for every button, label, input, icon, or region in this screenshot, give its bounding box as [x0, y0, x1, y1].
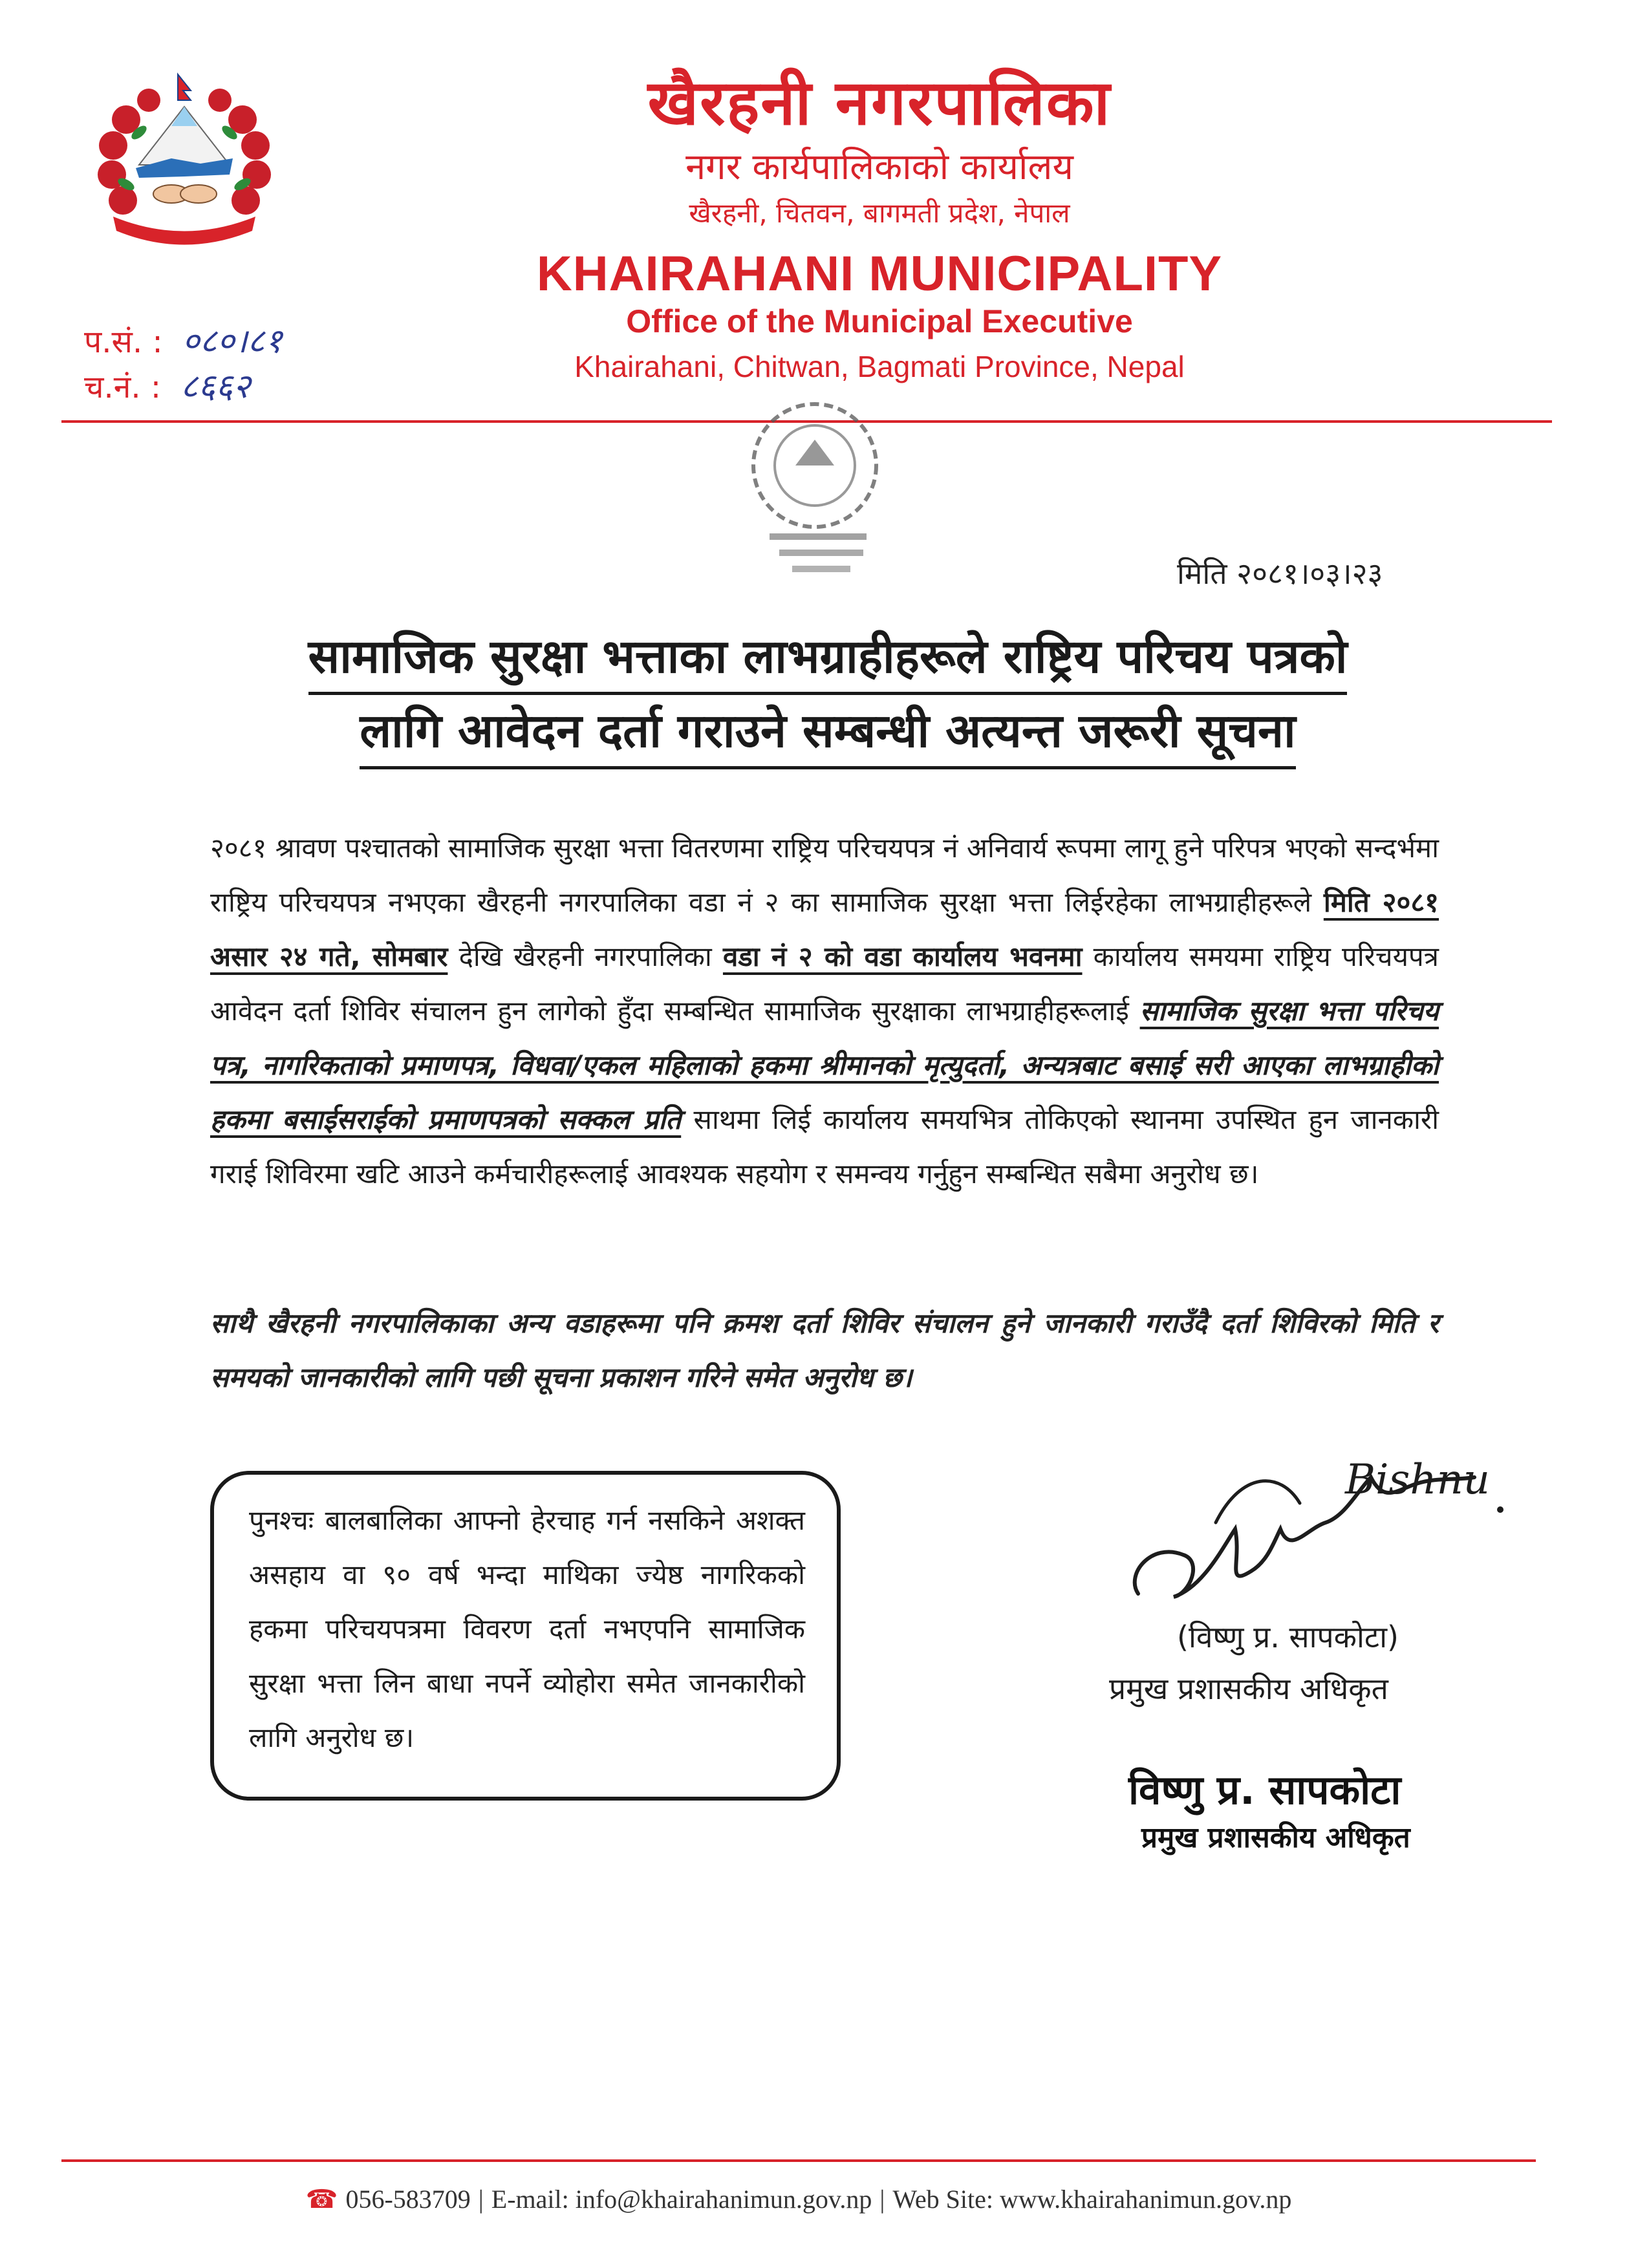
reference-ps-label: प.सं. :	[84, 324, 163, 360]
signer-stamp-name: विष्णु प्र. सापकोटा	[1128, 1766, 1401, 1813]
address-nepali: खैरहनी, चितवन, बागमती प्रदेश, नेपाल	[689, 197, 1070, 229]
camp-location: वडा नं २ को वडा कार्यालय भवनमा	[722, 941, 1083, 972]
postscript-text: पुनश्चः बालबालिका आफ्नो हेरचाह गर्न नसकिने अशक्त असहाय वा ९० वर्ष भन्दा माथिका ज्येष्ठ नागरिकको हकमा परिचयपत्रमा विवरण दर्ता नभएपनि सामाजिक सुरक्षा भत्ता लिन बाधा नपर्ने व्योहोरा समेत जानकारीको लागि अनुरोध छ।	[249, 1504, 805, 1753]
footer-separator: |	[478, 2185, 484, 2214]
footer-divider	[61, 2159, 1536, 2162]
address-english: Khairahani, Chitwan, Bagmati Province, Nepal	[574, 350, 1185, 383]
reference-ps	[84, 317, 283, 363]
footer-contact	[61, 2184, 1536, 2214]
notice-date: मिति २०८१।०३।२३	[1177, 556, 1383, 591]
office-seal-stamp	[685, 394, 957, 588]
footer-phone: 056-583709	[345, 2185, 471, 2214]
nepal-emblem-logo	[87, 61, 281, 255]
handwritten-signature	[1112, 1432, 1526, 1645]
body-paragraph-2: साथै खैरहनी नगरपालिकाका अन्य वडाहरूमा पनि क्रमश दर्ता शिविर संचालन हुने जानकारी गराउँदै दर्ता शिविरको मिति र समयको जानकारीको लागि पछी सूचना प्रकाशन गरिने समेत अनुरोध छ।	[210, 1307, 1439, 1393]
reference-cn-label: च.नं. :	[84, 369, 162, 405]
body-p1-intro: २०८१ श्रावण पश्चातको सामाजिक सुरक्षा भत्ता वितरणमा राष्ट्रिय परिचयपत्र नं अनिवार्य रूपमा लागू हुने परिपत्र भएको सन्दर्भमा राष्ट्रिय परिचयपत्र नभएका खैरहनी नगरपालिका वडा नं २ का सामाजिक सुरक्षा भत्ता लिईरहेका लाभग्राहीहरूले	[210, 832, 1439, 918]
municipality-name-nepali: खैरहनी नगरपालिका	[647, 67, 1112, 139]
notice-title-line2: लागि आवेदन दर्ता गराउने सम्बन्धी अत्यन्त जरूरी सूचना	[360, 695, 1295, 769]
body-p1-middle: कार्यालय समयमा राष्ट्रिय परिचयपत्र आवेदन दर्ता शिविर संचालन हुन लागेको हुँदा सम्बन्धित सामाजिक सुरक्षाका लाभग्राहीहरूलाई	[210, 941, 1439, 1027]
municipality-name-english: KHAIRAHANI MUNICIPALITY	[536, 246, 1223, 301]
phone-icon: ☎	[305, 2185, 338, 2214]
signature-scrawl-text: Bishnu	[1345, 1456, 1490, 1504]
footer-separator: |	[879, 2185, 885, 2214]
body-p1-connector: देखि खैरहनी नगरपालिका	[447, 941, 723, 972]
notice-title-line1: सामाजिक सुरक्षा भत्ताका लाभग्राहीहरूले राष्ट्रिय परिचय पत्रको	[308, 621, 1348, 695]
required-documents: सामाजिक सुरक्षा भत्ता परिचय पत्र, नागरिकताको प्रमाणपत्र, विधवा/एकल महिलाको हकमा श्रीमानको मृत्युदर्ता, अन्यत्रबाट बसाई सरी आएका लाभग्राहीको हकमा बसाईसराईको प्रमाणपत्रको सक्कल प्रति	[210, 995, 1439, 1135]
body-p1-closing: साथमा लिई कार्यालय समयभित्र तोकिएको स्थानमा उपस्थित हुन जानकारी गराई शिविरमा खटि आउने कर्मचारीहरूलाई आवश्यक सहयोग र समन्वय गर्नुहुन सम्बन्धित सबैमा अनुरोध छ।	[210, 1104, 1439, 1190]
reference-ps-value: ०८०।८१	[182, 322, 283, 361]
camp-start-date: मिति २०८१ असार २४ गते, सोमबार	[210, 886, 1439, 972]
office-name-english: Office of the Municipal Executive	[626, 303, 1133, 339]
signer-stamp-title: प्रमुख प्रशासकीय अधिकृत	[1141, 1821, 1410, 1854]
notice-title	[181, 621, 1474, 769]
signer-name: (विष्णु प्र. सापकोटा)	[1177, 1620, 1399, 1654]
signer-title: प्रमुख प्रशासकीय अधिकृत	[1109, 1671, 1388, 1706]
body-paragraph-1	[210, 821, 1439, 1201]
office-name-nepali: नगर कार्यपालिकाको कार्यालय	[685, 146, 1073, 188]
footer-website: Web Site: www.khairahanimun.gov.np	[892, 2185, 1292, 2214]
footer-email: E-mail: info@khairahanimun.gov.np	[491, 2185, 872, 2214]
reference-cn	[84, 362, 250, 408]
reference-cn-value: ८६६२	[180, 367, 251, 406]
